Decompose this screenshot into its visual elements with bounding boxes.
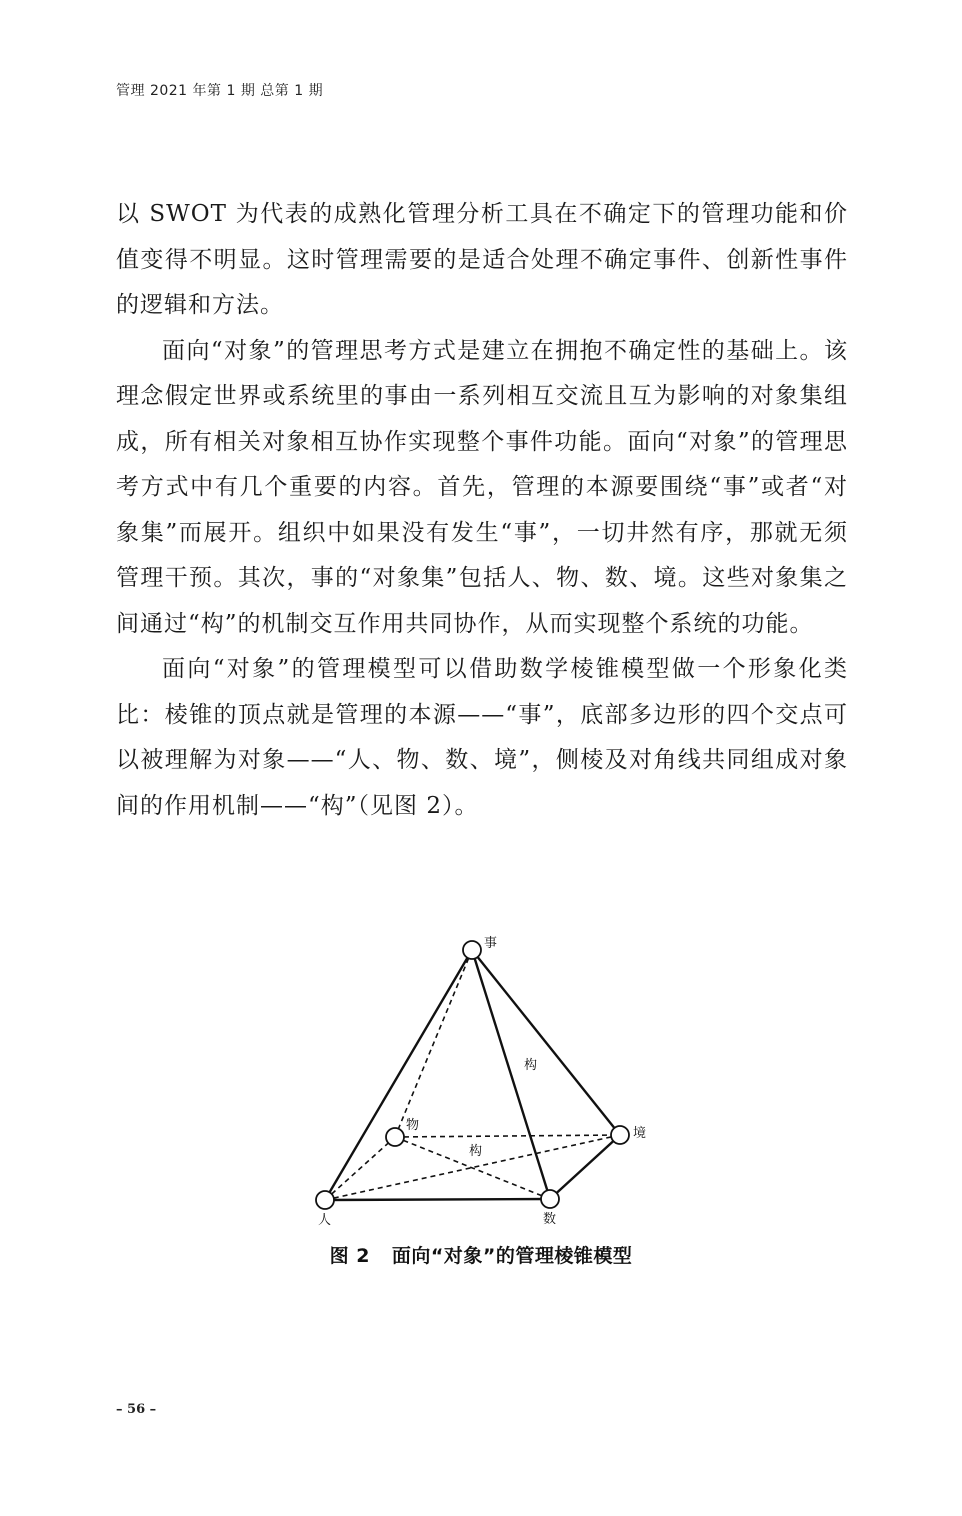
running-head: 管理 2021 年第 1 期 总第 1 期 xyxy=(116,83,324,99)
paragraph-1: 以 SWOT 为代表的成熟化管理分析工具在不确定下的管理功能和价值变得不明显。这时管理需要的是适合处理不确定事件、创新性事件的逻辑和方法。 xyxy=(116,201,848,318)
edge-apex-ren xyxy=(325,950,472,1200)
pyramid-diagram xyxy=(300,928,662,1238)
vertex-ren xyxy=(316,1191,334,1209)
body-text xyxy=(116,192,848,829)
vertex-shu xyxy=(541,1190,559,1208)
page-number: – 56 – xyxy=(116,1402,157,1417)
figure-title: 面向“对象”的管理棱锥模型 xyxy=(391,1245,633,1267)
label-apex: 事 xyxy=(484,936,498,951)
label-mechanism-edge: 构 xyxy=(524,1058,538,1073)
label-mechanism-base: 构 xyxy=(469,1144,483,1159)
label-jing: 境 xyxy=(633,1126,647,1141)
edge-ren-shu xyxy=(325,1199,550,1200)
vertex-apex xyxy=(463,941,481,959)
paragraph-3: 面向“对象”的管理模型可以借助数学棱锥模型做一个形象化类比：棱锥的顶点就是管理的本源——“事”，底部多边形的四个交点可以被理解为对象——“人、物、数、境”，侧棱及对角线共同组成对象间的作用机制——“构”（见图 2）。 xyxy=(116,656,848,819)
paragraph-2: 面向“对象”的管理思考方式是建立在拥抱不确定性的基础上。该理念假定世界或系统里的事由一系列相互交流且互为影响的对象集组成，所有相关对象相互协作实现整个事件功能。面向“对象”的管理思考方式中有几个重要的内容。首先，管理的本源要围绕“事”或者“对象集”而展开。组织中如果没有发生“事”，一切井然有序，那就无须管理干预。其次，事的“对象集”包括人、物、数、境。这些对象集之间通过“构”的机制交互作用共同协作，从而实现整个系统的功能。 xyxy=(116,337,848,637)
label-ren: 人 xyxy=(318,1213,332,1228)
figure-caption xyxy=(0,1241,962,1268)
label-wu: 物 xyxy=(406,1118,420,1133)
vertex-jing xyxy=(611,1126,629,1144)
edge-ren-wu xyxy=(325,1137,395,1200)
label-shu: 数 xyxy=(543,1212,557,1227)
edge-apex-wu xyxy=(395,950,472,1137)
figure-number: 图 2 xyxy=(329,1245,370,1267)
edge-apex-shu xyxy=(472,950,550,1199)
edge-wu-jing xyxy=(395,1135,620,1137)
pyramid-figure xyxy=(300,928,662,1238)
vertex-wu xyxy=(386,1128,404,1146)
edge-apex-jing xyxy=(472,950,620,1135)
edge-shu-jing xyxy=(550,1135,620,1199)
